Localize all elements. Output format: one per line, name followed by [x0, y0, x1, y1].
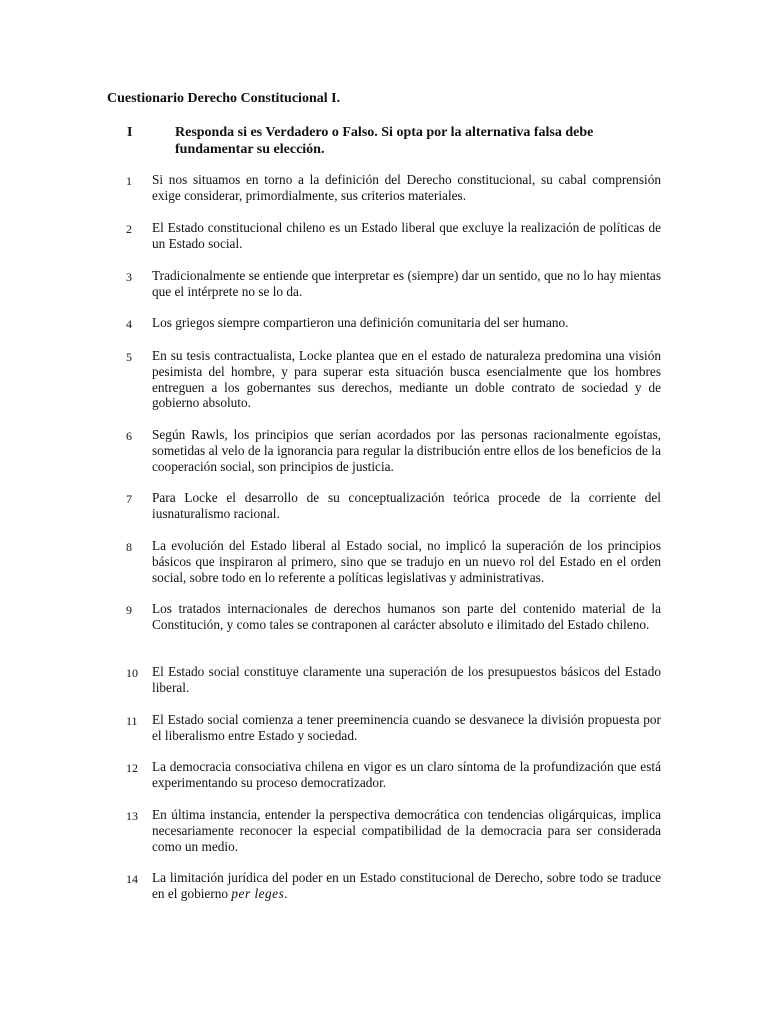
question-text: La democracia consociativa chilena en vigor es un claro síntoma de la profundización que está experimentando su proceso democratizador. [152, 759, 661, 790]
question-number: 4 [126, 317, 132, 331]
question-number: 10 [126, 666, 138, 680]
question-number: 7 [126, 492, 132, 506]
question-text: El Estado constitucional chileno es un Estado liberal que excluye la realización de políticas de un Estado social. [152, 220, 661, 251]
question-number: 11 [126, 714, 138, 728]
question-text: La evolución del Estado liberal al Estado social, no implicó la superación de los principios básicos que inspiraron al primero, sino que se tradujo en un nuevo rol del Estado en el orden social, sobre todo en lo referente a políticas legislativas y administrativas. [152, 538, 661, 585]
question-text-main: La limitación jurídica del poder en un Estado constitucional de Derecho, sobre todo se traduce en el gobierno [152, 870, 661, 901]
question-text: El Estado social constituye claramente una superación de los presupuestos básicos del Estado liberal. [152, 664, 661, 695]
section-number: I [127, 125, 133, 140]
question-text-italic: per leges [231, 885, 285, 901]
question-text: El Estado social comienza a tener preeminencia cuando se desvanece la división propuesta por el liberalismo entre Estado y sociedad. [152, 712, 661, 743]
question-number: 12 [126, 761, 138, 775]
question-number: 2 [126, 222, 132, 236]
question-number: 8 [126, 540, 132, 554]
question-text: Para Locke el desarrollo de su conceptualización teórica procede de la corriente del iusnaturalismo racional. [152, 490, 661, 521]
question-text-end: . [284, 885, 288, 901]
document-title: Cuestionario Derecho Constitucional I. [107, 91, 341, 106]
question-text: Los tratados internacionales de derechos humanos son parte del contenido material de la Constitución, y como tales se contraponen al carácter absoluto e ilimitado del Estado chileno. [152, 601, 661, 632]
question-text: En última instancia, entender la perspectiva democrática con tendencias oligárquicas, implica necesariamente reconocer la especial compatibilidad de la democracia para ser considerada como un medio. [152, 807, 661, 854]
question-text: Según Rawls, los principios que serían acordados por las personas racionalmente egoístas, sometidas al velo de la ignorancia para regular la distribución entre ellos de los beneficios de la cooperación social, son principios de justicia. [152, 427, 661, 474]
question-number: 6 [126, 429, 132, 443]
question-number: 1 [126, 174, 132, 188]
question-text: Los griegos siempre compartieron una definición comunitaria del ser humano. [152, 315, 569, 330]
question-number: 3 [126, 270, 132, 284]
question-number: 13 [126, 809, 138, 823]
question-text [152, 870, 661, 902]
question-text: Si nos situamos en torno a la definición del Derecho constitucional, su cabal comprensión exige considerar, primordialmente, sus criterios materiales. [152, 172, 661, 203]
section-instruction: Responda si es Verdadero o Falso. Si opta por la alternativa falsa debe fundamentar su elección. [175, 125, 594, 157]
question-text: Tradicionalmente se entiende que interpretar es (siempre) dar un sentido, que no lo hay mientas que el intérprete no se lo da. [152, 268, 661, 299]
question-number: 9 [126, 603, 132, 617]
question-number: 14 [126, 872, 138, 886]
question-text: En su tesis contractualista, Locke plantea que en el estado de naturaleza predomina una visión pesimista del hombre, y para superar esta situación busca esencialmente que los hombres entreguen a los gobernantes sus derechos, mediante un doble contrato de sociedad y de gobierno absoluto. [152, 348, 661, 411]
question-number: 5 [126, 350, 132, 364]
